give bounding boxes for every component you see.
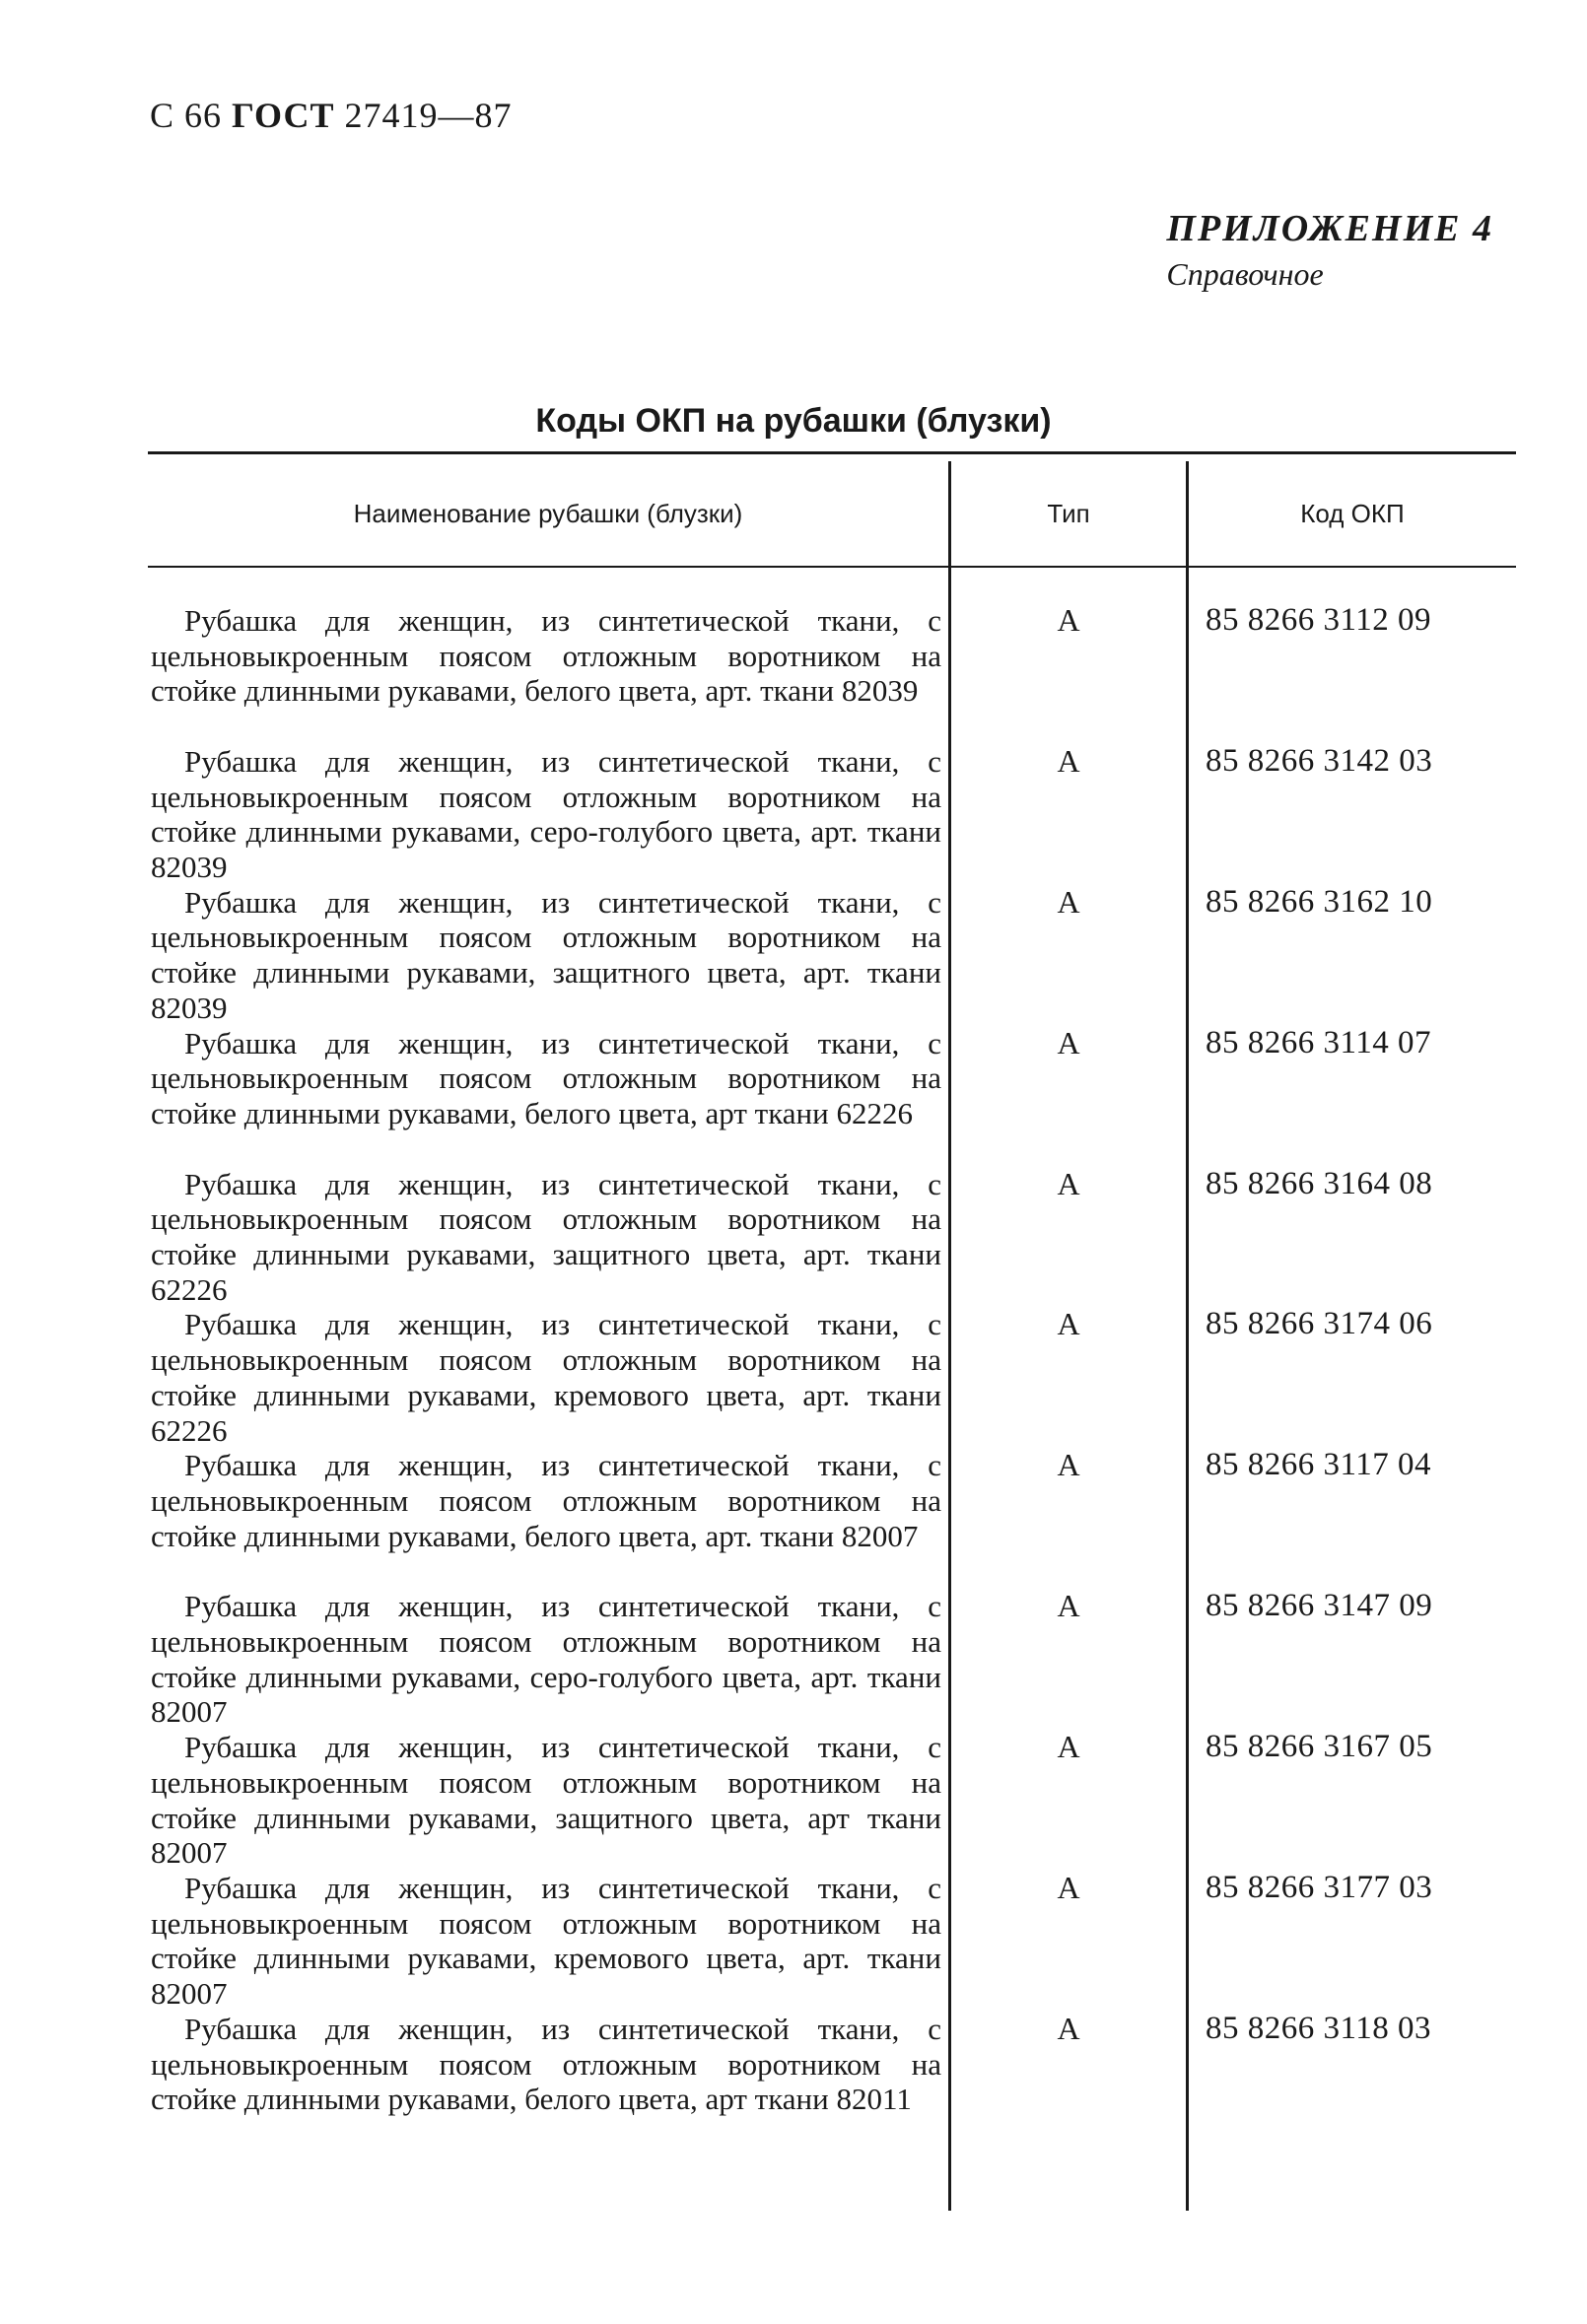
- table-row: [151, 1307, 1521, 1448]
- standard-number: 27419—87: [344, 96, 513, 135]
- shirt-name: [151, 1026, 941, 1131]
- shirt-type: А: [1057, 1588, 1080, 1624]
- okp-code: 85 8266 3142 03: [1206, 742, 1433, 779]
- column-header-code: Код ОКП: [1300, 499, 1405, 528]
- table-row: [151, 1448, 1521, 1589]
- shirt-type: А: [1057, 1870, 1080, 1906]
- okp-code: 85 8266 3174 06: [1206, 1306, 1433, 1342]
- shirt-name: [151, 1448, 941, 1553]
- shirt-name: [151, 744, 941, 885]
- shirt-name-text: Рубашка для женщин, из синтетической ткани, с цельновыкроенным поясом отложным воротником на стойке длинными рукавами, защитного цвета, арт ткани 82007: [151, 1730, 941, 1871]
- okp-code: 85 8266 3112 09: [1206, 602, 1432, 638]
- shirt-name-text: Рубашка для женщин, из синтетической ткани, с цельновыкроенным поясом отложным воротником на стойке длинными рукавами, белого цвета, арт. ткани 82007: [151, 1448, 941, 1553]
- page-number: С 66: [150, 96, 223, 135]
- table-row: [151, 885, 1521, 1026]
- shirt-name: [151, 1871, 941, 2012]
- appendix-block: [1166, 207, 1493, 293]
- table-row: [151, 603, 1521, 744]
- shirt-name-text: Рубашка для женщин, из синтетической ткани, с цельновыкроенным поясом отложным воротником на стойке длинными рукавами, белого цвета, арт. ткани 82039: [151, 603, 941, 709]
- appendix-title: ПРИЛОЖЕНИЕ 4: [1166, 208, 1493, 249]
- shirt-name-text: Рубашка для женщин, из синтетической ткани, с цельновыкроенным поясом отложным воротником на стойке длинными рукавами, серо-голубого цвета, арт. ткани 82007: [151, 1589, 941, 1730]
- shirt-name-text: Рубашка для женщин, из синтетической ткани, с цельновыкроенным поясом отложным воротником на стойке длинными рукавами, кремового цвета, арт. ткани 82007: [151, 1871, 941, 2012]
- shirt-type: А: [1057, 1306, 1080, 1342]
- standard-label: ГОСТ: [232, 96, 335, 135]
- table-row: [151, 1026, 1521, 1167]
- column-header-name: Наименование рубашки (блузки): [353, 499, 743, 528]
- column-header-type: Тип: [1047, 499, 1090, 528]
- shirt-name: [151, 1730, 941, 1871]
- table-row: [151, 1871, 1521, 2012]
- shirt-name: [151, 1167, 941, 1308]
- table-row: [151, 744, 1521, 885]
- okp-code: 85 8266 3147 09: [1206, 1588, 1433, 1624]
- shirt-name-text: Рубашка для женщин, из синтетической ткани, с цельновыкроенным поясом отложным воротником на стойке длинными рукавами, серо-голубого цвета, арт. ткани 82039: [151, 743, 941, 884]
- table-header-rule: [148, 566, 1516, 568]
- okp-code: 85 8266 3164 08: [1206, 1165, 1433, 1201]
- shirt-type: А: [1057, 1729, 1080, 1765]
- shirt-name-text: Рубашка для женщин, из синтетической ткани, с цельновыкроенным поясом отложным воротником на стойке длинными рукавами, белого цвета, арт ткани 82011: [151, 2011, 941, 2117]
- shirt-type: А: [1057, 883, 1080, 920]
- page-header: [150, 95, 512, 136]
- shirt-name: [151, 2012, 941, 2117]
- shirt-name-text: Рубашка для женщин, из синтетической ткани, с цельновыкроенным поясом отложным воротником на стойке длинными рукавами, защитного цвета, арт. ткани 82039: [151, 884, 941, 1025]
- table-title: Коды ОКП на рубашки (блузки): [535, 402, 1052, 440]
- table-row: [151, 1167, 1521, 1308]
- shirt-type: А: [1057, 1165, 1080, 1201]
- table-row: [151, 1589, 1521, 1730]
- appendix-kind: Справочное: [1166, 256, 1324, 292]
- shirt-type: А: [1057, 2010, 1080, 2046]
- table-row: [151, 2012, 1521, 2153]
- okp-code: 85 8266 3117 04: [1206, 1447, 1432, 1483]
- table-top-rule: [148, 451, 1516, 454]
- okp-code: 85 8266 3114 07: [1206, 1024, 1432, 1060]
- shirt-name: [151, 603, 941, 709]
- table-body: [151, 603, 1521, 2153]
- okp-code: 85 8266 3167 05: [1206, 1729, 1433, 1765]
- shirt-name-text: Рубашка для женщин, из синтетической ткани, с цельновыкроенным поясом отложным воротником на стойке длинными рукавами, белого цвета, арт ткани 62226: [151, 1025, 941, 1131]
- shirt-name-text: Рубашка для женщин, из синтетической ткани, с цельновыкроенным поясом отложным воротником на стойке длинными рукавами, защитного цвета, арт. ткани 62226: [151, 1166, 941, 1307]
- shirt-name: [151, 885, 941, 1026]
- shirt-type: А: [1057, 1447, 1080, 1483]
- okp-code: 85 8266 3162 10: [1206, 883, 1433, 920]
- shirt-type: А: [1057, 742, 1080, 779]
- shirt-type: А: [1057, 1024, 1080, 1060]
- shirt-name-text: Рубашка для женщин, из синтетической ткани, с цельновыкроенным поясом отложным воротником на стойке длинными рукавами, кремового цвета, арт. ткани 62226: [151, 1307, 941, 1448]
- shirt-type: А: [1057, 602, 1080, 638]
- shirt-name: [151, 1589, 941, 1730]
- okp-code: 85 8266 3118 03: [1206, 2010, 1432, 2046]
- table-row: [151, 1730, 1521, 1871]
- shirt-name: [151, 1307, 941, 1448]
- okp-code: 85 8266 3177 03: [1206, 1870, 1433, 1906]
